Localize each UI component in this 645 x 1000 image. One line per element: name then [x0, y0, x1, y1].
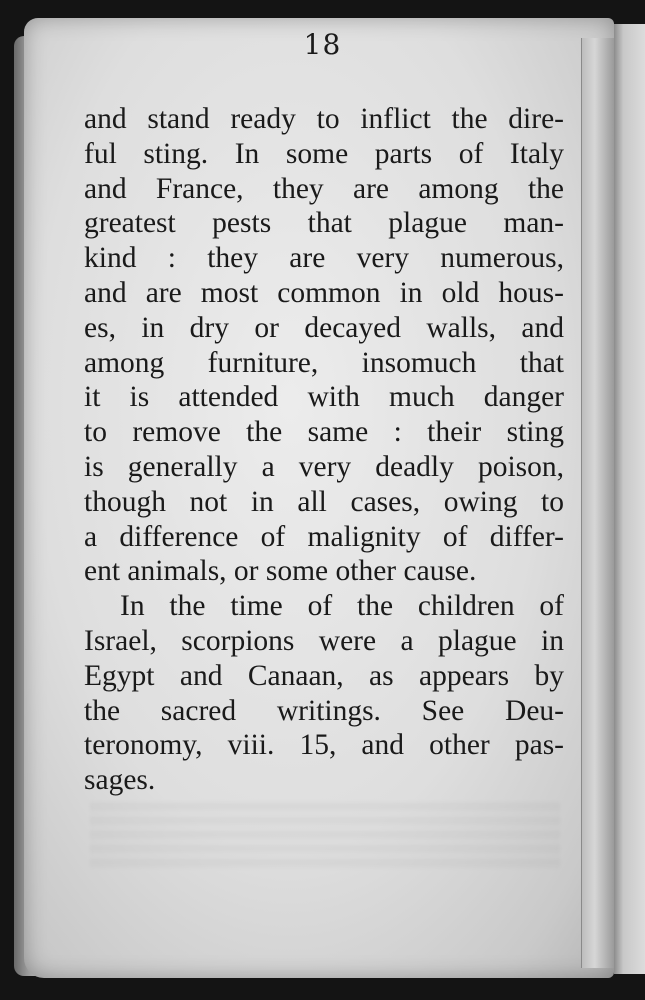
text-line: Israel, scorpions were a plague in: [84, 624, 564, 657]
text-line: Egypt and Canaan, as appears by: [84, 659, 564, 692]
text-line: though not in all cases, owing to: [84, 485, 564, 518]
text-line: and France, they are among the: [84, 172, 564, 205]
text-line: es, in dry or decayed walls, and: [84, 311, 564, 344]
body-text: [84, 102, 564, 798]
text-line: and stand ready to inflict the dire-: [84, 103, 564, 135]
text-line: it is attended with much danger: [84, 381, 564, 414]
text-line: the sacred writings. See Deu-: [84, 694, 564, 727]
text-line: is generally a very deadly poison,: [84, 450, 564, 483]
text-line: sages.: [84, 764, 156, 797]
text-line: teronomy, viii. 15, and other pas-: [84, 729, 564, 762]
page-number: 18: [303, 28, 342, 61]
text-line: a difference of malignity of differ-: [84, 520, 564, 553]
text-line: ful sting. In some parts of Italy: [84, 137, 564, 170]
text-line: and are most common in old hous-: [84, 276, 564, 309]
page-gutter: [581, 38, 614, 968]
text-line: kind : they are very numerous,: [84, 242, 564, 275]
text-line: ent animals, or some other cause.: [84, 555, 477, 588]
text-line: greatest pests that plague man-: [84, 207, 564, 240]
text-line: to remove the same : their sting: [84, 416, 564, 449]
text-line: In the time of the children of: [120, 590, 564, 623]
adjacent-page-edge: [614, 24, 645, 974]
text-line: among furniture, insomuch that: [84, 346, 564, 379]
show-through-print: [90, 800, 560, 870]
